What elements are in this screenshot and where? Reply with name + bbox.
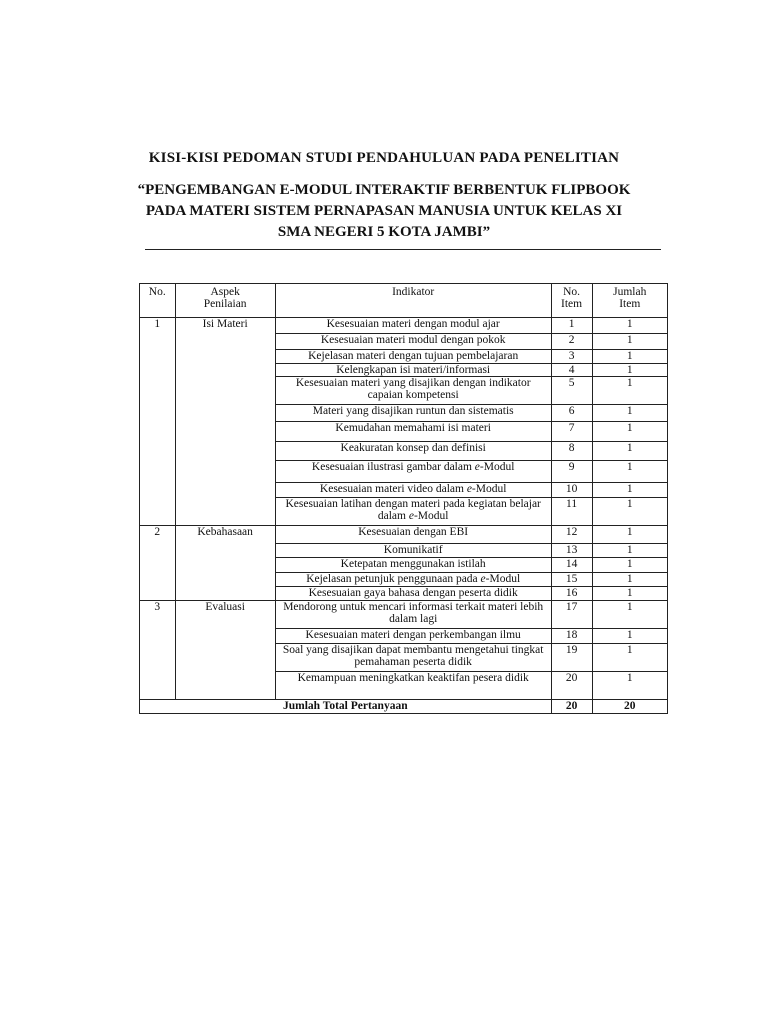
document-title: KISI-KISI PEDOMAN STUDI PENDAHULUAN PADA PENELITIAN bbox=[148, 150, 620, 166]
item-number-cell: 11 bbox=[551, 498, 592, 526]
header-aspek-line-2: Penilaian bbox=[203, 298, 247, 310]
indikator-cell: Kesesuaian gaya bahasa dengan peserta didik bbox=[275, 587, 551, 601]
table-row bbox=[140, 526, 668, 544]
kisi-kisi-table bbox=[139, 283, 668, 714]
jumlah-item-cell: 1 bbox=[592, 544, 667, 558]
group-aspek: Kebahasaan bbox=[175, 526, 275, 601]
group-aspek: Isi Materi bbox=[175, 318, 275, 526]
item-number-cell: 8 bbox=[551, 442, 592, 461]
indikator-cell: Kejelasan petunjuk penggunaan pada e-Modul bbox=[275, 573, 551, 587]
header-jumlah-line-2: Item bbox=[619, 298, 641, 310]
total-jumlah: 20 bbox=[592, 700, 667, 714]
item-number-cell: 1 bbox=[551, 318, 592, 334]
indikator-cell: Mendorong untuk mencari informasi terkait materi lebih dalam lagi bbox=[275, 601, 551, 629]
item-number-cell: 13 bbox=[551, 544, 592, 558]
total-label: Jumlah Total Pertanyaan bbox=[140, 700, 552, 714]
table-row bbox=[140, 318, 668, 334]
jumlah-item-cell: 1 bbox=[592, 377, 667, 405]
indikator-cell: Kejelasan materi dengan tujuan pembelajaran bbox=[275, 350, 551, 364]
total-row bbox=[140, 700, 668, 714]
indikator-cell: Kesesuaian materi video dalam e-Modul bbox=[275, 483, 551, 498]
indikator-cell: Kemampuan meningkatkan keaktifan pesera didik bbox=[275, 672, 551, 700]
indikator-cell: Ketepatan menggunakan istilah bbox=[275, 558, 551, 573]
indikator-cell: Keakuratan konsep dan definisi bbox=[275, 442, 551, 461]
indikator-cell: Kesesuaian materi dengan perkembangan ilmu bbox=[275, 629, 551, 644]
jumlah-item-cell: 1 bbox=[592, 526, 667, 544]
jumlah-item-cell: 1 bbox=[592, 442, 667, 461]
item-number-cell: 14 bbox=[551, 558, 592, 573]
item-number-cell: 10 bbox=[551, 483, 592, 498]
total-item: 20 bbox=[551, 700, 592, 714]
header-no: No. bbox=[140, 284, 176, 318]
item-number-cell: 16 bbox=[551, 587, 592, 601]
jumlah-item-cell: 1 bbox=[592, 364, 667, 377]
jumlah-item-cell: 1 bbox=[592, 405, 667, 422]
jumlah-item-cell: 1 bbox=[592, 483, 667, 498]
jumlah-item-cell: 1 bbox=[592, 629, 667, 644]
indikator-cell: Kesesuaian dengan EBI bbox=[275, 526, 551, 544]
jumlah-item-cell: 1 bbox=[592, 573, 667, 587]
header-no-item-line-2: Item bbox=[561, 298, 583, 310]
item-number-cell: 9 bbox=[551, 461, 592, 483]
research-title-line-3: SMA NEGERI 5 KOTA JAMBI” bbox=[277, 224, 491, 240]
indikator-cell: Kelengkapan isi materi/informasi bbox=[275, 364, 551, 377]
header-jumlah-line-1: Jumlah bbox=[613, 286, 647, 298]
table-row bbox=[140, 601, 668, 629]
research-title-line-2: PADA MATERI SISTEM PERNAPASAN MANUSIA UNTUK KELAS XI bbox=[145, 203, 623, 219]
table-body bbox=[140, 318, 668, 700]
jumlah-item-cell: 1 bbox=[592, 350, 667, 364]
indikator-cell: Komunikatif bbox=[275, 544, 551, 558]
item-number-cell: 6 bbox=[551, 405, 592, 422]
jumlah-item-cell: 1 bbox=[592, 318, 667, 334]
jumlah-item-cell: 1 bbox=[592, 422, 667, 442]
jumlah-item-cell: 1 bbox=[592, 587, 667, 601]
item-number-cell: 4 bbox=[551, 364, 592, 377]
jumlah-item-cell: 1 bbox=[592, 334, 667, 350]
header-indikator: Indikator bbox=[275, 284, 551, 318]
group-aspek: Evaluasi bbox=[175, 601, 275, 700]
item-number-cell: 2 bbox=[551, 334, 592, 350]
jumlah-item-cell: 1 bbox=[592, 461, 667, 483]
header-aspek bbox=[175, 284, 275, 318]
jumlah-item-cell: 1 bbox=[592, 498, 667, 526]
title-underline bbox=[145, 249, 661, 250]
research-title bbox=[100, 180, 668, 243]
indikator-cell: Materi yang disajikan runtun dan sistematis bbox=[275, 405, 551, 422]
group-number: 2 bbox=[140, 526, 176, 601]
header-aspek-line-1: Aspek bbox=[210, 286, 240, 298]
group-number: 1 bbox=[140, 318, 176, 526]
item-number-cell: 12 bbox=[551, 526, 592, 544]
item-number-cell: 18 bbox=[551, 629, 592, 644]
header-no-item bbox=[551, 284, 592, 318]
item-number-cell: 7 bbox=[551, 422, 592, 442]
table-header-row bbox=[140, 284, 668, 318]
item-number-cell: 17 bbox=[551, 601, 592, 629]
indikator-cell: Kesesuaian latihan dengan materi pada kegiatan belajar dalam e-Modul bbox=[275, 498, 551, 526]
indikator-cell: Kesesuaian materi yang disajikan dengan indikator capaian kompetensi bbox=[275, 377, 551, 405]
item-number-cell: 19 bbox=[551, 644, 592, 672]
item-number-cell: 3 bbox=[551, 350, 592, 364]
indikator-cell: Kemudahan memahami isi materi bbox=[275, 422, 551, 442]
jumlah-item-cell: 1 bbox=[592, 558, 667, 573]
jumlah-item-cell: 1 bbox=[592, 601, 667, 629]
jumlah-item-cell: 1 bbox=[592, 644, 667, 672]
item-number-cell: 15 bbox=[551, 573, 592, 587]
header-no-item-line-1: No. bbox=[563, 286, 581, 298]
group-number: 3 bbox=[140, 601, 176, 700]
jumlah-item-cell: 1 bbox=[592, 672, 667, 700]
item-number-cell: 20 bbox=[551, 672, 592, 700]
indikator-cell: Kesesuaian materi modul dengan pokok bbox=[275, 334, 551, 350]
header-jumlah-item bbox=[592, 284, 667, 318]
item-number-cell: 5 bbox=[551, 377, 592, 405]
indikator-cell: Soal yang disajikan dapat membantu mengetahui tingkat pemahaman peserta didik bbox=[275, 644, 551, 672]
research-title-line-1: “PENGEMBANGAN E-MODUL INTERAKTIF BERBENTUK FLIPBOOK bbox=[137, 182, 631, 198]
indikator-cell: Kesesuaian ilustrasi gambar dalam e-Modul bbox=[275, 461, 551, 483]
indikator-cell: Kesesuaian materi dengan modul ajar bbox=[275, 318, 551, 334]
